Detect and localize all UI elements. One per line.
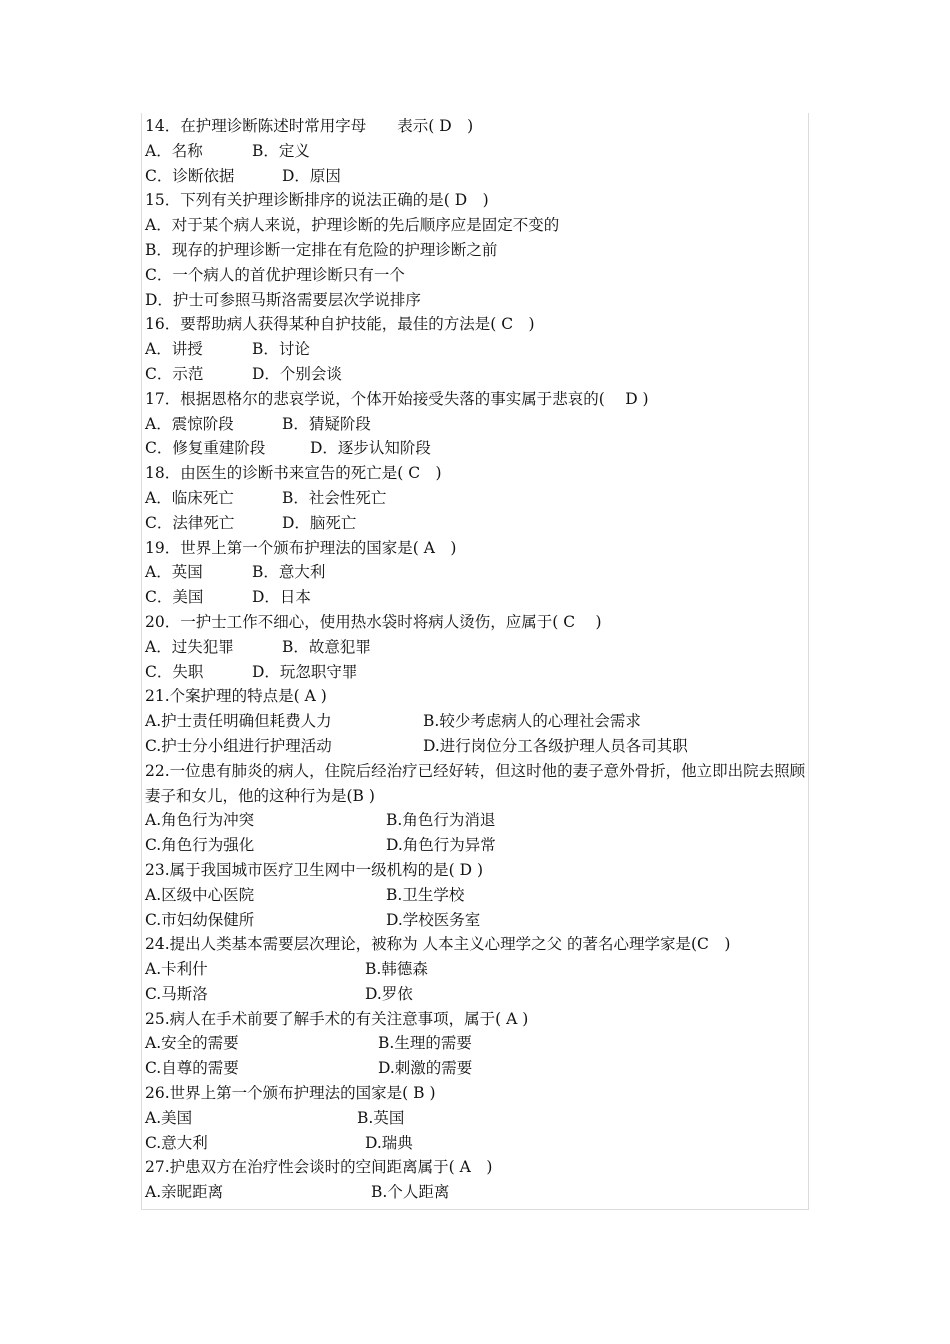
- question-stem: 19．世界上第一个颁布护理法的国家是( A ): [145, 538, 457, 557]
- question-stem: 17．根据恩格尔的悲哀学说，个体开始接受失落的事实属于悲哀的( D ): [145, 389, 649, 408]
- option-row: [145, 585, 807, 610]
- option-b: B．故意犯罪: [282, 637, 371, 656]
- option-c: C.护士分小组进行护理活动: [145, 736, 332, 755]
- option-a: A．过失犯罪: [145, 637, 234, 656]
- option-c: C.角色行为强化: [145, 836, 255, 855]
- option-row: [145, 635, 807, 660]
- option-row: [145, 982, 807, 1007]
- option-c: C.市妇幼保健所: [145, 910, 255, 929]
- question-stem: 22.一位患有肺炎的病人，住院后经治疗已经好转，但这时他的妻子意外骨折，他立即出院去照顾妻子和女儿，他的这种行为是(B ): [145, 761, 806, 805]
- option-row: [145, 560, 807, 585]
- question-stem: 27.护患双方在治疗性会谈时的空间距离属于( A ): [145, 1158, 493, 1177]
- option-d: D．日本: [252, 588, 311, 607]
- question-stem: 20．一护士工作不细心，使用热水袋时将病人烫伤，应属于( C ): [145, 612, 602, 631]
- option-row: [145, 808, 807, 833]
- option-a: A．名称: [145, 141, 203, 160]
- option-row: [145, 511, 807, 536]
- option-b: B.卫生学校: [386, 885, 465, 904]
- question-stem: 25.病人在手术前要了解手术的有关注意事项，属于( A ): [145, 1009, 529, 1028]
- option-b: B.韩德森: [365, 960, 428, 979]
- question-stem: 15．下列有关护理诊断排序的说法正确的是( D ): [145, 191, 489, 210]
- option-c: C.意大利: [145, 1133, 208, 1152]
- option-row: [145, 908, 807, 933]
- option-row: [145, 957, 807, 982]
- option-row: [145, 1031, 807, 1056]
- option-b: B．定义: [252, 141, 310, 160]
- option-d: D.刺激的需要: [378, 1059, 473, 1078]
- question-stem: 26.世界上第一个颁布护理法的国家是( B ): [145, 1084, 436, 1103]
- question-stem: 14．在护理诊断陈述时常用字母 表示( D ): [145, 117, 474, 135]
- option-a: A.安全的需要: [145, 1034, 239, 1053]
- option-row: [145, 139, 807, 164]
- option-d: D．脑死亡: [282, 513, 357, 532]
- option-c: C．诊断依据: [145, 166, 235, 185]
- option-b: B.生理的需要: [378, 1034, 472, 1053]
- option-row: [145, 833, 807, 858]
- option-a: A．临床死亡: [145, 488, 234, 507]
- option-row: [145, 883, 807, 908]
- option-d: D．护士可参照马斯洛需要层次学说排序: [145, 290, 421, 309]
- option-b: B.角色行为消退: [386, 811, 496, 830]
- option-c: C.马斯洛: [145, 984, 208, 1003]
- option-row: [145, 1056, 807, 1081]
- option-b: B.英国: [357, 1108, 405, 1127]
- question-stem: 21.个案护理的特点是( A ): [145, 687, 327, 706]
- question-list: [145, 114, 807, 1205]
- option-c: C．美国: [145, 588, 204, 607]
- option-d: D．逐步认知阶段: [310, 439, 431, 458]
- option-b: B.较少考虑病人的心理社会需求: [423, 712, 641, 731]
- option-row: [145, 436, 807, 461]
- option-b: B．意大利: [252, 563, 326, 582]
- option-c: C．失职: [145, 662, 204, 681]
- option-row: [145, 362, 807, 387]
- option-row: [145, 412, 807, 437]
- option-c: C．法律死亡: [145, 513, 235, 532]
- option-b: B.个人距离: [371, 1183, 450, 1202]
- question-stem: 18．由医生的诊断书来宣告的死亡是( C ): [145, 464, 442, 483]
- option-a: A．震惊阶段: [145, 414, 234, 433]
- option-d: D.罗依: [365, 984, 413, 1003]
- option-c: C.自尊的需要: [145, 1059, 239, 1078]
- option-row: [145, 486, 807, 511]
- option-a: A．对于某个病人来说，护理诊断的先后顺序应是固定不变的: [145, 216, 560, 235]
- option-b: B．社会性死亡: [282, 488, 387, 507]
- option-row: [145, 1131, 807, 1156]
- option-d: D.进行岗位分工各级护理人员各司其职: [423, 736, 688, 755]
- option-d: D．玩忽职守罪: [252, 662, 358, 681]
- option-row: [145, 734, 807, 759]
- option-a: A.区级中心医院: [145, 885, 255, 904]
- question-stem: 23.属于我国城市医疗卫生网中一级机构的是( D ): [145, 860, 484, 879]
- option-b: B．现存的护理诊断一定排在有危险的护理诊断之前: [145, 240, 498, 259]
- option-d: D.瑞典: [365, 1133, 413, 1152]
- option-a: A.亲昵距离: [145, 1183, 224, 1202]
- option-c: C．修复重建阶段: [145, 439, 266, 458]
- question-stem: 16．要帮助病人获得某种自护技能，最佳的方法是( C ): [145, 315, 535, 334]
- option-a: A.护士责任明确但耗费人力: [145, 712, 332, 731]
- option-row: [145, 1106, 807, 1131]
- option-c: C．示范: [145, 364, 204, 383]
- option-a: A.美国: [145, 1108, 193, 1127]
- option-d: D.学校医务室: [386, 910, 481, 929]
- option-b: B．讨论: [252, 340, 310, 359]
- option-row: [145, 1180, 807, 1205]
- option-row: [145, 337, 807, 362]
- option-a: A.角色行为冲突: [145, 811, 255, 830]
- option-c: C．一个病人的首优护理诊断只有一个: [145, 265, 405, 284]
- option-row: [145, 164, 807, 189]
- option-d: D．个别会谈: [252, 364, 342, 383]
- option-a: A．讲授: [145, 340, 203, 359]
- question-stem: 24.提出人类基本需要层次理论，被称为 人本主义心理学之父 的著名心理学家是(C ): [145, 935, 731, 954]
- option-a: A.卡利什: [145, 960, 208, 979]
- option-row: [145, 709, 807, 734]
- option-row: [145, 660, 807, 685]
- option-a: A．英国: [145, 563, 203, 582]
- option-d: D.角色行为异常: [386, 836, 496, 855]
- option-b: B．猜疑阶段: [282, 414, 371, 433]
- option-d: D．原因: [282, 166, 341, 185]
